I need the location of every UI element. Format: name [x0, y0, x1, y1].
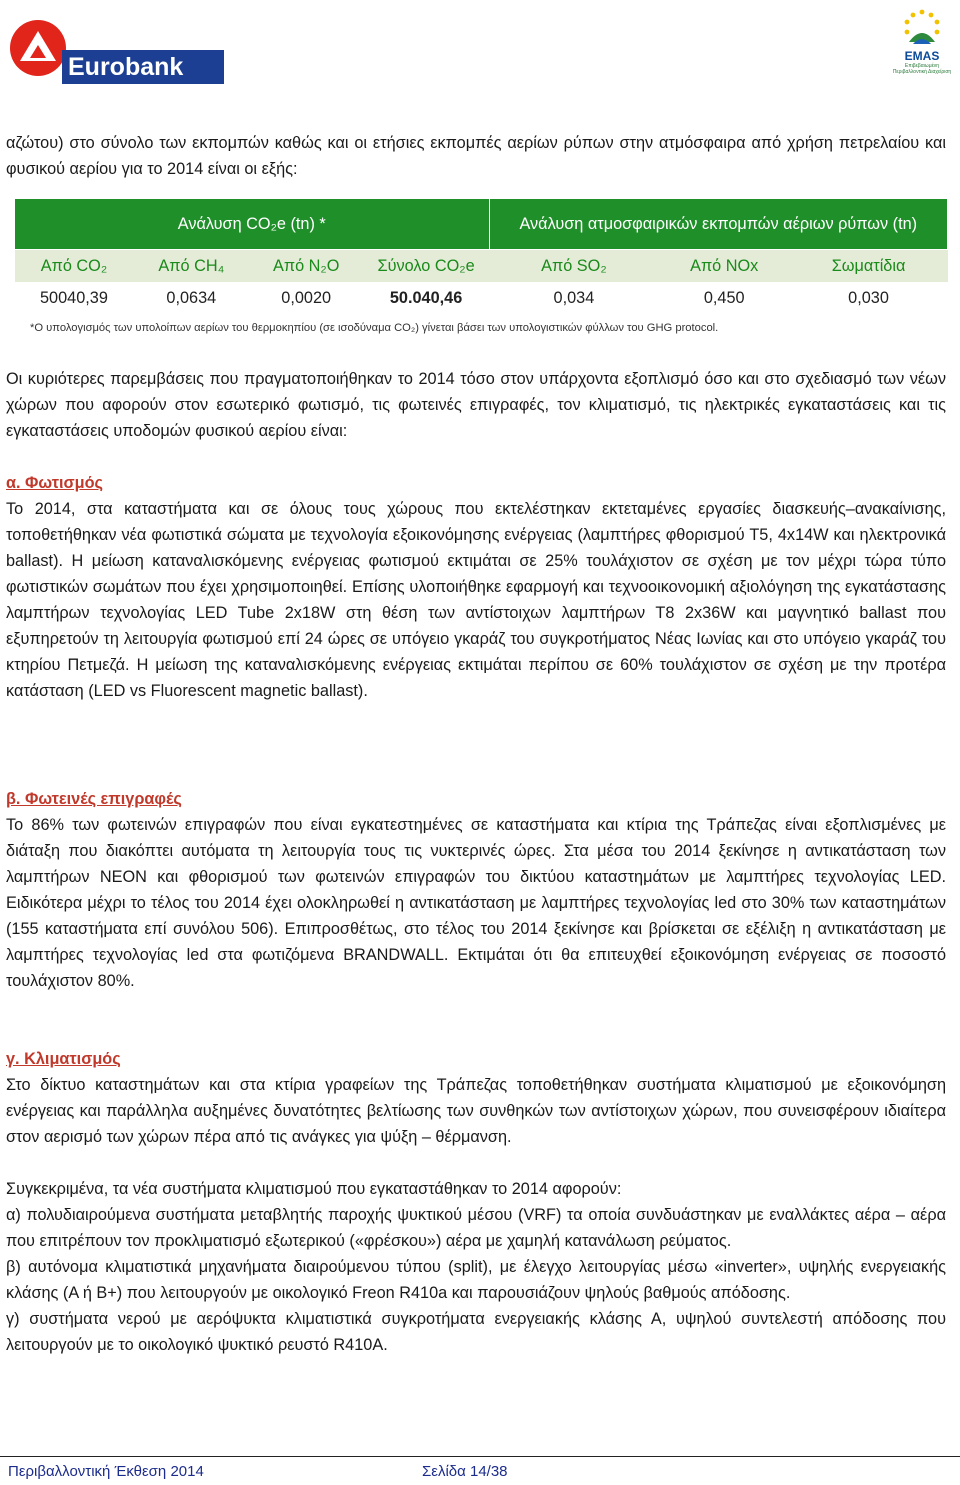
main-paragraph: Οι κυριότερες παρεμβάσεις που πραγματοποιήθηκαν το 2014 τόσο στον υπάρχοντα εξοπλισμό όσο και στο σχεδιασμό των νέων χώρων που αφορούν στον εσωτερικό φωτισμό, τις φωτεινές επιγραφές, τον κλιματισμό, τις ηλεκτρικές εγκαταστάσεις και τις εγκαταστάσεις υποδομών φυσικού αερίου είναι: [6, 370, 946, 440]
page-footer [0, 1456, 960, 1485]
column-header: Από NOx [659, 250, 790, 283]
emas-stars-icon [895, 6, 949, 50]
section-ac-item-c: γ) συστήματα νερού με αερόψυκτα κλιματιστικά συγκροτήματα ενεργειακής κλάσης Α, υψηλού συντελεστή απόδοσης που λειτουργούν με το οικολογικό ψυκτικό ρευστό R410A. [6, 1310, 946, 1354]
eurobank-logo-mark-icon [10, 20, 66, 76]
emas-badge [891, 6, 953, 94]
section-signs-body: Το 86% των φωτεινών επιγραφών που είναι εγκατεστημένες σε καταστήματα και κτίρια της Τράπεζας είναι εξοπλισμένες με διάταξη που διακόπτει αυτόματα τη λειτουργία τους τις νυκτερινές ώρες. Στα μέσα του 2014 ξεκίνησε η αντικατάσταση των λαμπτήρων NEON και φθορισμού των φωτεινών επιγραφών του δικτύου καταστημάτων με λαμπτήρες τεχνολογίας LED. Ειδικότερα μέχρι το τέλος του 2014 έχει ολοκληρωθεί η αντικατάσταση με λαμπτήρες τεχνολογίας led στο 30% των καταστημάτων (155 καταστήματα επί συνόλου 506). Επιπροσθέτως, στο τέλος του 2014 ξεκίνησε και βρίσκεται σε εξέλιξη η αντικατάσταση με λαμπτήρες τεχνολογίας led στα φωτιζόμενα BRANDWALL. Εκτιμάται ότι θα επιτευχθεί εξοικονόμηση ενέργειας σε ποσοστό τουλάχιστον 80%. [6, 816, 946, 990]
footer-page-number: Σελίδα 14/38 [422, 1463, 508, 1480]
section-lighting-title: α. Φωτισμός [6, 474, 104, 492]
table-cell-total: 50.040,46 [363, 282, 489, 314]
column-header: Από N₂O [249, 250, 363, 283]
section-signs-title: β. Φωτεινές επιγραφές [6, 790, 182, 808]
intro-paragraph: αζώτου) στο σύνολο των εκπομπών καθώς και οι ετήσιες εκπομπές αερίων ρύπων στην ατμόσφαιρα από χρήση πετρελαίου και φυσικού αερίου για το 2014 είναι οι εξής: [6, 134, 946, 178]
brand-name: Eurobank [62, 50, 224, 84]
section-ac-body: Στο δίκτυο καταστημάτων και στα κτίρια γραφείων της Τράπεζας τοποθετήθηκαν συστήματα κλιματισμού με εξοικονόμηση ενέργειας και παράλληλα αυξημένες δυνατότητες βελτίωσης των συνθηκών των αντίστοιχων χώρων, που συνεισφέρουν ιδιαίτερα στον αερισμό των χώρων πέρα από τις ανάγκες για ψύξη – θέρμανση. [6, 1076, 946, 1146]
column-header: Από SO₂ [489, 250, 659, 283]
section-ac-item-a: α) πολυδιαιρούμενα συστήματα μεταβλητής παροχής ψυκτικού μέσου (VRF) τα οποία συνδυάστηκαν με εναλλάκτες αέρα – αέρα που επιτρέπουν τον προκλιματισμό εξωτερικού («φρέσκου») αέρα με χαμηλή κατανάλωση ρεύματος. [6, 1206, 946, 1250]
section-ac-title: γ. Κλιματισμός [6, 1050, 121, 1068]
emas-caption: Επιβεβαιωμένη Περιβαλλοντική Διαχείριση [892, 63, 952, 75]
table-row [15, 282, 948, 314]
table-cell: 0,030 [790, 282, 948, 314]
group-atmospheric-header: Ανάλυση ατμοσφαιρικών εκπομπών αέριων ρύπων (tn) [489, 199, 947, 250]
group-co2e-header: Ανάλυση CO₂e (tn) * [15, 199, 490, 250]
table-cell: 0,034 [489, 282, 659, 314]
section-ac-item-b: β) αυτόνομα κλιματιστικά μηχανήματα διαιρούμενου τύπου (split), με έλεγχο λειτουργίας μέσω «inverter», υψηλής ενεργειακής κλάσης (A ή B+) που λειτουργούν με οικολογικό Freon R410a και παρουσιάζουν ψηλούς βαθμούς απόδοσης. [6, 1258, 946, 1302]
table-footnote: *Ο υπολογισμός των υπολοίπων αερίων του θερμοκηπίου (σε ισοδύναμα CO₂) γίνεται βάσει των υπολογιστικών φύλλων του GHG protocol. [30, 322, 719, 334]
column-header: Από CO₂ [15, 250, 134, 283]
table-group-header [15, 199, 948, 250]
table-cell: 0,0020 [249, 282, 363, 314]
column-header: Σύνολο CO₂e [363, 250, 489, 283]
section-lighting [6, 470, 946, 704]
table-cell: 0,0634 [133, 282, 249, 314]
section-ac-intro: Συγκεκριμένα, τα νέα συστήματα κλιματισμού που εγκαταστάθηκαν το 2014 αφορούν: [6, 1180, 622, 1198]
section-air-conditioning [6, 1046, 946, 1358]
footer-doc-title: Περιβαλλοντική Έκθεση 2014 [8, 1463, 204, 1480]
spacer [6, 1150, 946, 1176]
eurobank-logo [6, 14, 220, 88]
table-cell: 50040,39 [15, 282, 134, 314]
column-header: Σωματίδια [790, 250, 948, 283]
table-column-header-row [15, 250, 948, 283]
emissions-table [14, 198, 948, 314]
column-header: Από CH₄ [133, 250, 249, 283]
section-signs [6, 786, 946, 994]
table-cell: 0,450 [659, 282, 790, 314]
section-lighting-body: Το 2014, στα καταστήματα και σε όλους τους χώρους που εκτελέστηκαν εκτεταμένες εργασίες διασκευής–ανακαίνισης, τοποθετήθηκαν νέα φωτιστικά σώματα με τεχνολογία εξοικονόμησης ενέργειας (λαμπτήρες φθορισμού Τ5, 4x14W και ηλεκτρονικά ballast). Η μείωση καταναλισκόμενης ενέργειας φωτισμού εκτιμάται σε 25% τουλάχιστον σε σχέση με τον μέχρι τώρα τύπο φωτιστικών σωμάτων που έχει χρησιμοποιηθεί. Επίσης υλοποιήθηκε εφαρμογή και τεχνοοικονομική αξιολόγηση της εγκατάστασης λαμπτήρων τεχνολογίας LED Tube 2x18W στη θέση των αντίστοιχων λαμπτήρων Τ8 2x36W και μαγνητικό ballast που εξυπηρετούν τη λειτουργία φωτισμού επί 24 ώρες σε υπόγειο γκαράζ του συγκροτήματος Νέας Ιωνίας και στο υπόγειο γκαράζ του κτηρίου Πετμεζά. Η μείωση της καταναλισκόμενης ενέργειας εκτιμάται περίπου σε 60% τουλάχιστον σε σχέση με την προτέρα κατάσταση (LED vs Fluorescent magnetic ballast). [6, 500, 946, 700]
emas-label: EMAS [904, 49, 940, 63]
